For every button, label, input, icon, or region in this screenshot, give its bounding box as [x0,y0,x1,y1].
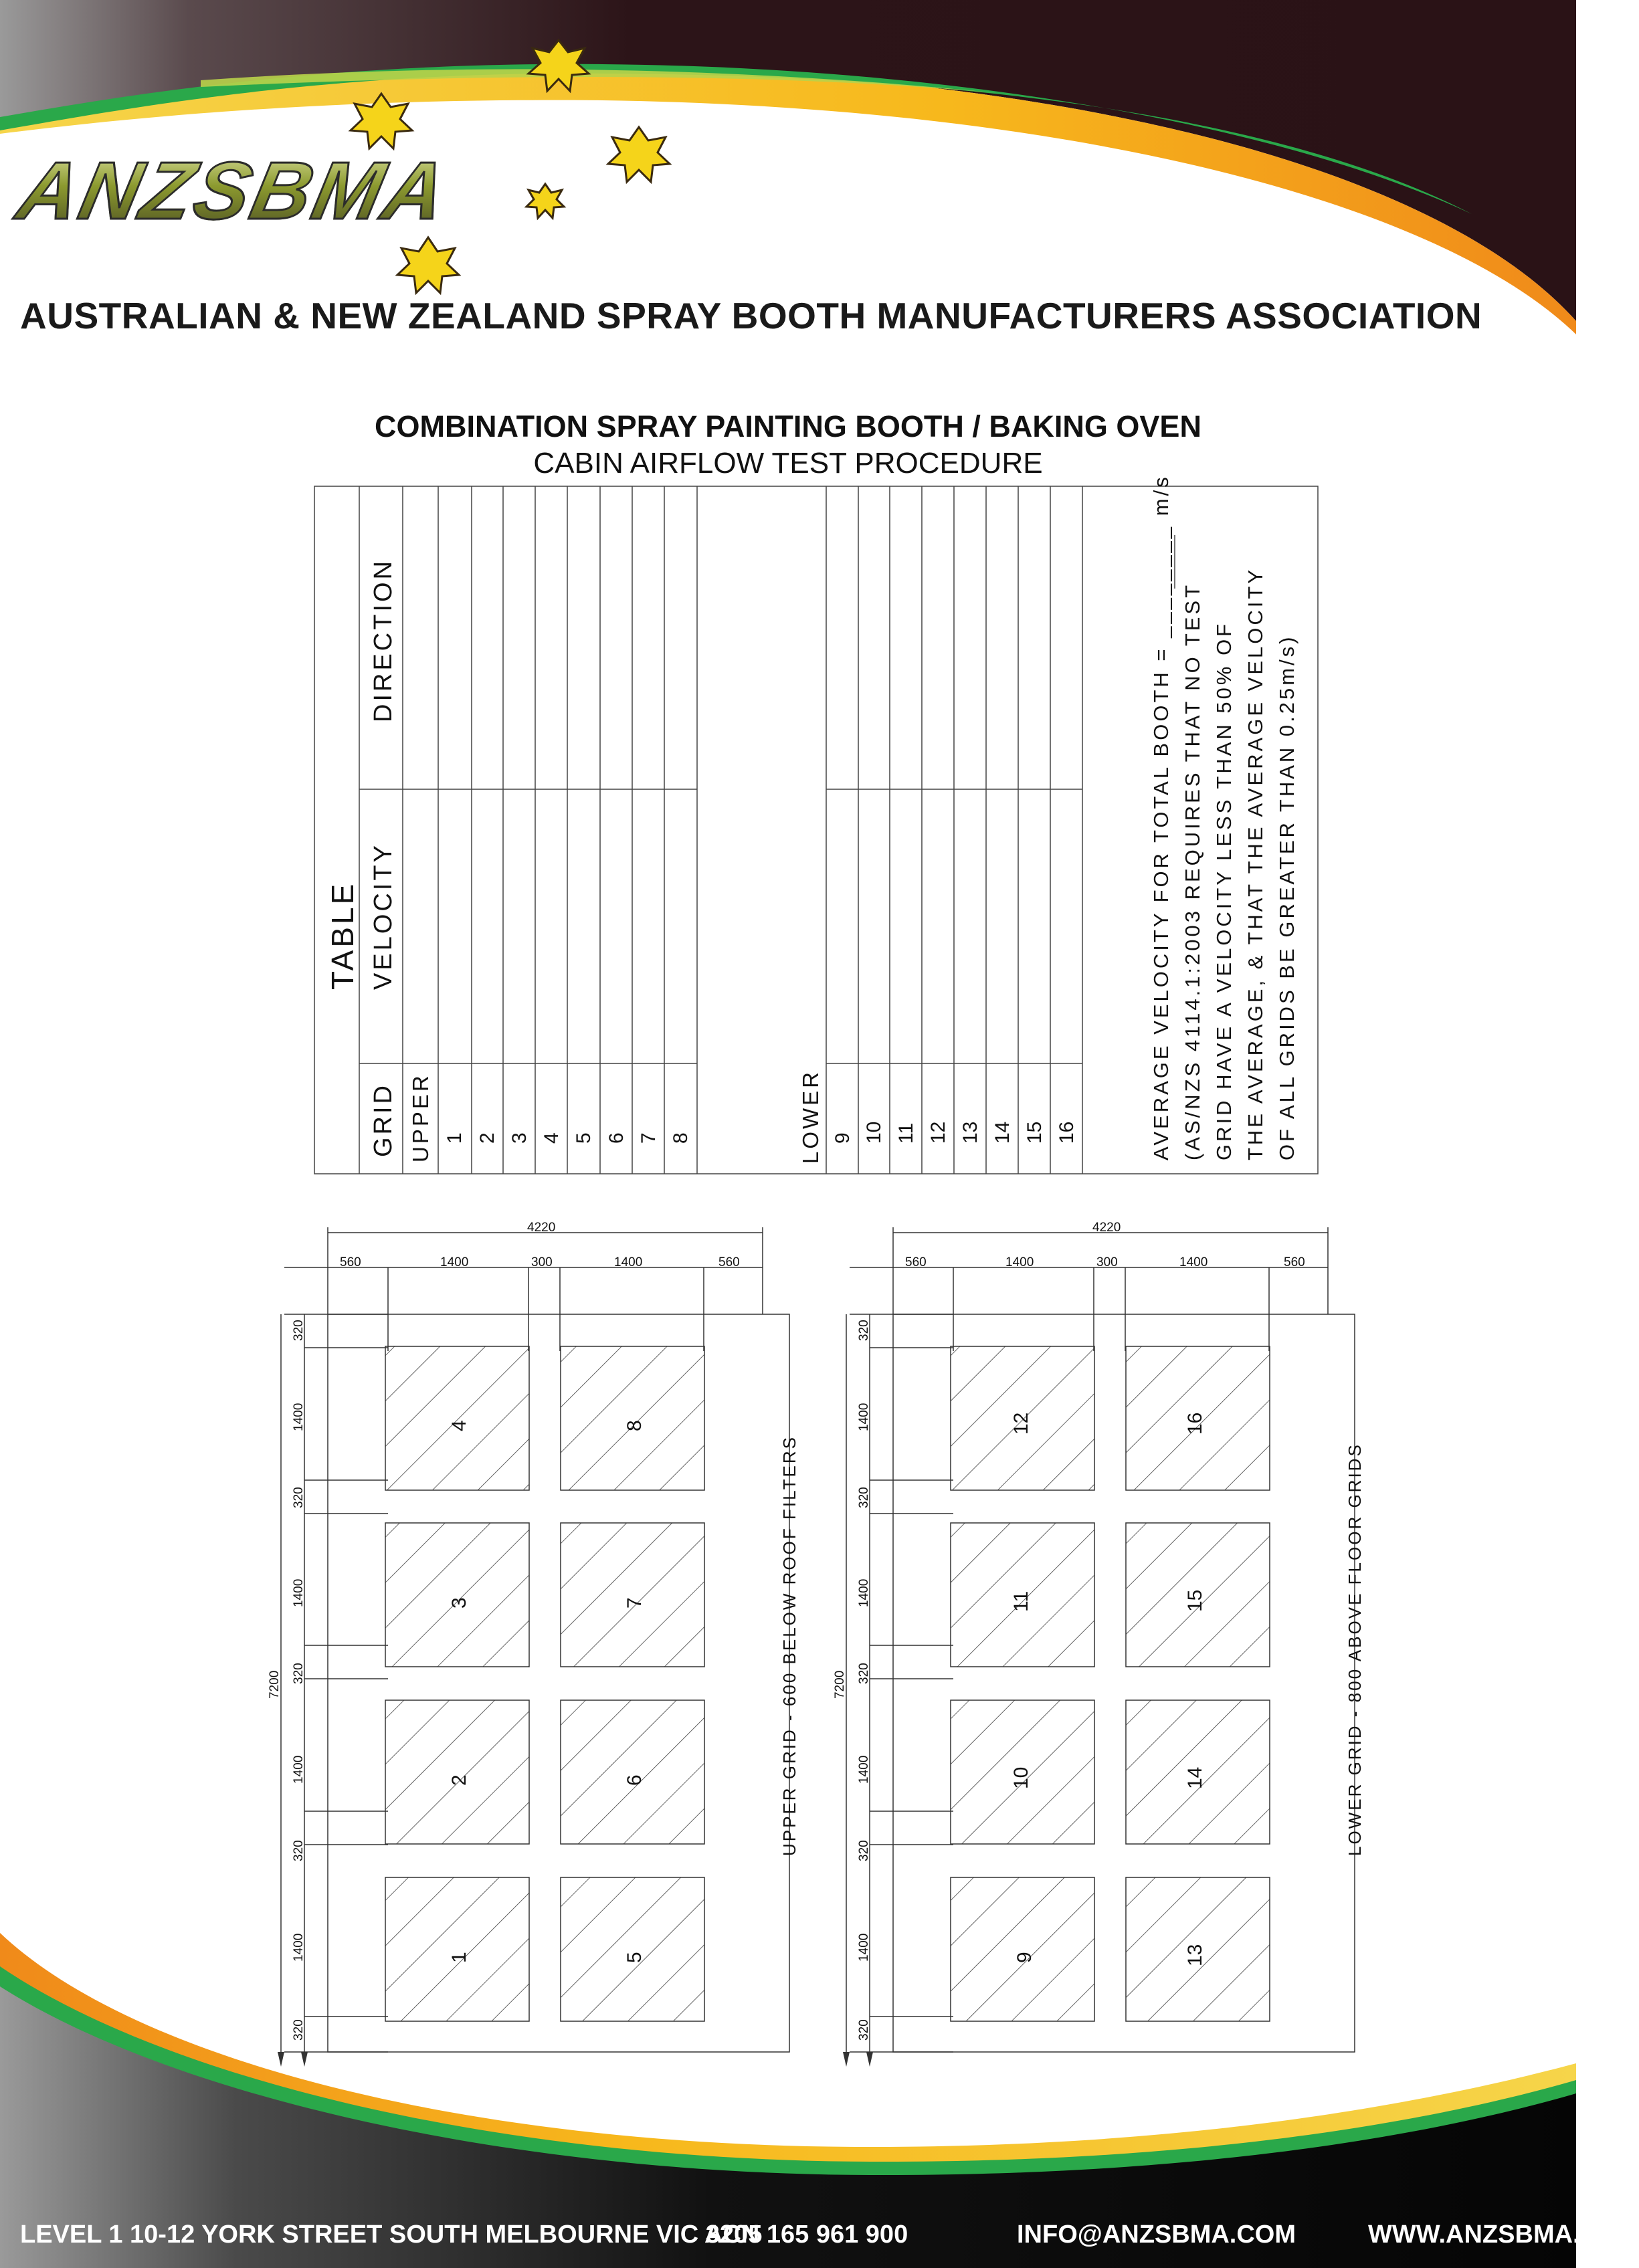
velocity-column-header: VELOCITY [369,843,397,990]
dimension-label: 1400 [292,1578,306,1607]
dimension-label: 320 [857,1320,871,1341]
table-row-lower: 12 [927,1121,949,1144]
dimension-label: 1400 [292,1755,306,1784]
dimension-label: 320 [292,1487,306,1508]
grid-number: 9 [1014,1952,1036,1963]
table-row-lower: 10 [863,1121,885,1144]
dimension-label: 1400 [1179,1255,1208,1269]
grid-number: 4 [448,1420,470,1431]
lower-label: LOWER [798,1069,823,1164]
dimension-label: 1400 [1005,1255,1034,1269]
dimension-label: 560 [905,1255,927,1269]
grid-column-header: GRID [369,1083,397,1157]
footer-email[interactable]: INFO@ANZSBMA.COM [1017,2221,1296,2249]
dimension-label: 560 [340,1255,361,1269]
dimension-label: 320 [857,1663,871,1684]
standard-note-line: THE AVERAGE, & THAT THE AVERAGE VELOCITY [1244,567,1267,1160]
dimension-label: 1400 [857,1578,871,1607]
dimension-label: 1400 [857,1403,871,1431]
dimension-label: 320 [857,1487,871,1508]
dimension-label: 1400 [440,1255,469,1269]
standard-note-line: GRID HAVE A VELOCITY LESS THAN 50% OF [1212,621,1236,1160]
grid-number: 7 [623,1597,646,1609]
standard-note-line: OF ALL GRIDS BE GREATER THAN 0.25m/s) [1275,634,1298,1160]
table-row-lower: 15 [1024,1121,1046,1144]
grid-number: 5 [623,1952,646,1963]
dimension-label: 560 [1284,1255,1305,1269]
association-name: AUSTRALIAN & NEW ZEALAND SPRAY BOOTH MANUFACTURERS ASSOCIATION [20,295,1482,336]
table-row-upper: 4 [541,1132,563,1144]
table-row-upper: 5 [573,1132,595,1144]
average-velocity-line: AVERAGE VELOCITY FOR TOTAL BOOTH = ________ m/s [1149,474,1173,1160]
footer-background [0,1926,1576,2268]
grid-number: 16 [1184,1412,1206,1435]
table-row-upper: 3 [508,1132,531,1144]
document-subtitle: CABIN AIRFLOW TEST PROCEDURE [533,447,1043,480]
diagram-label: UPPER GRID - 600 BELOW ROOF FILTERS [779,1435,799,1856]
dimension-label: 1400 [857,1933,871,1962]
table-row-upper: 1 [444,1132,466,1144]
table-row-lower: 16 [1056,1121,1078,1144]
dimension-label: 1400 [292,1933,306,1962]
grid-number: 1 [448,1952,470,1963]
table-row-lower: 13 [959,1121,981,1144]
table-row-upper: 2 [476,1132,498,1144]
grid-number: 11 [1010,1590,1032,1612]
standard-note-line: (AS/NZS 4114.1:2003 REQUIRES THAT NO TEST [1181,582,1204,1160]
table-row-upper: 6 [605,1132,628,1144]
dimension-label: 1400 [614,1255,643,1269]
grid-number: 2 [448,1774,470,1786]
dimension-label: 300 [1096,1255,1118,1269]
table-row-lower: 11 [895,1122,917,1144]
table-title: TABLE [325,881,360,990]
diagram-label: LOWER GRID - 800 ABOVE FLOOR GRIDS [1345,1443,1365,1856]
table-row-upper: 8 [670,1132,692,1144]
document-title: COMBINATION SPRAY PAINTING BOOTH / BAKING OVEN [375,409,1201,443]
grid-number: 13 [1184,1944,1206,1966]
dimension-label: 4220 [1092,1221,1121,1235]
grid-number: 15 [1184,1589,1206,1612]
dimension-label: 320 [292,1320,306,1341]
logo: ANZSBMA [10,145,457,236]
dimension-label: 320 [292,1663,306,1684]
dimension-label: 4220 [527,1221,556,1235]
grid-number: 14 [1184,1766,1206,1789]
dimension-label: 1400 [292,1403,306,1431]
dimension-label: 320 [857,2019,871,2041]
grid-number: 8 [623,1420,646,1431]
dimension-label: 1400 [857,1755,871,1784]
dimension-label: 560 [718,1255,740,1269]
direction-column-header: DIRECTION [369,558,397,722]
grid-number: 6 [623,1774,646,1786]
grid-number: 3 [448,1597,470,1609]
dimension-label: 320 [292,1840,306,1861]
dimension-label: 320 [857,1840,871,1861]
table-row-lower: 14 [991,1121,1014,1144]
footer-address: LEVEL 1 10-12 YORK STREET SOUTH MELBOURNE VIC 3205 [20,2221,763,2249]
dimension-label: 7200 [833,1670,847,1699]
dimension-label: 300 [531,1255,553,1269]
dimension-label: 7200 [268,1670,282,1699]
grid-number: 10 [1010,1766,1032,1789]
table-row-lower: 9 [832,1132,854,1144]
footer-website[interactable]: WWW.ANZSBMA.COM [1368,2221,1639,2249]
grid-number: 12 [1010,1412,1032,1435]
footer-acn: ACN 165 961 900 [704,2221,908,2249]
upper-label: UPPER [408,1073,433,1162]
dimension-label: 320 [292,2019,306,2041]
table-row-upper: 7 [638,1132,660,1144]
